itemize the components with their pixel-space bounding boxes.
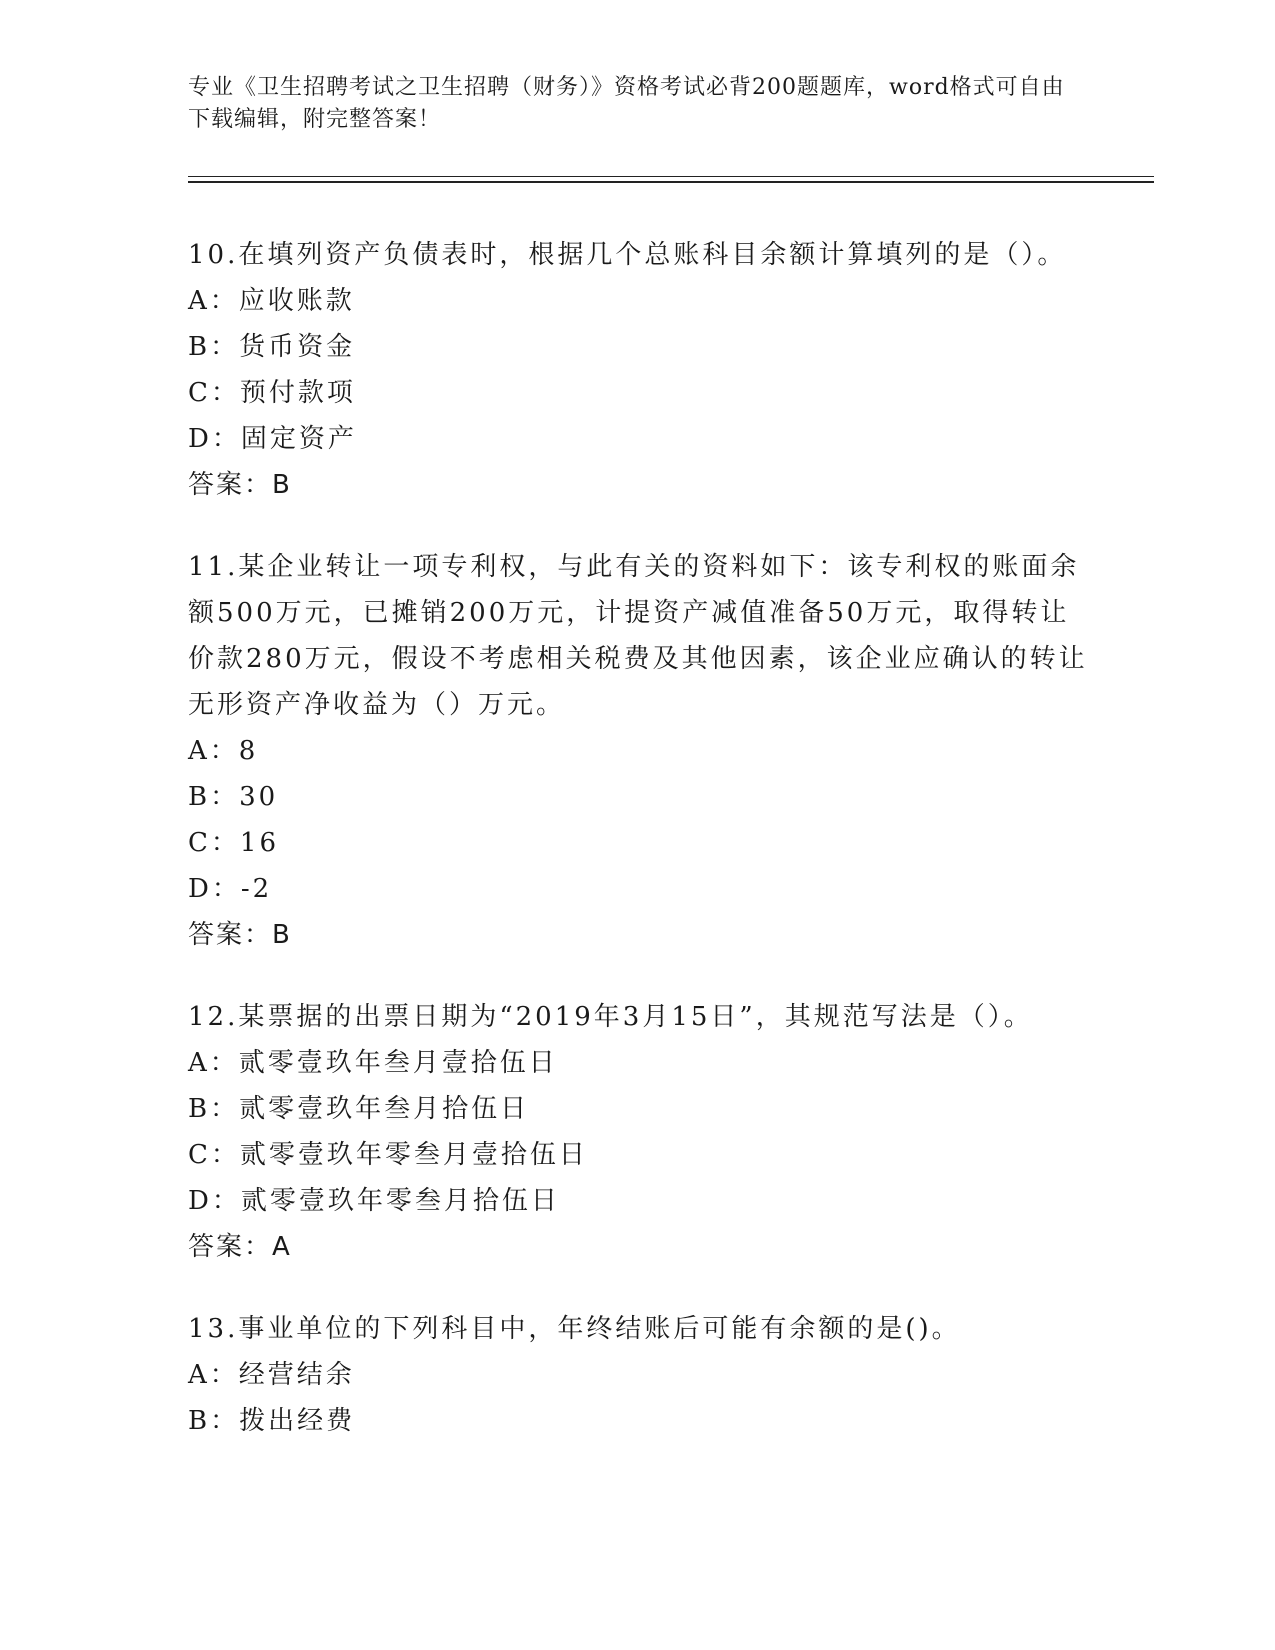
option-text: 贰零壹玖年零叁月拾伍日 xyxy=(240,1186,560,1216)
option-letter: A： xyxy=(188,286,239,316)
option-text: 贰零壹玖年叁月壹拾伍日 xyxy=(238,1048,558,1078)
option-text: 货币资金 xyxy=(239,332,356,362)
option-letter: A： xyxy=(188,1048,239,1078)
option-text: 预付款项 xyxy=(239,378,356,408)
option-text: 16 xyxy=(239,828,279,858)
option-letter: D： xyxy=(188,874,241,904)
option-text: 贰零壹玖年叁月拾伍日 xyxy=(239,1094,530,1124)
option-c xyxy=(188,820,1088,866)
question-text: 12.某票据的出票日期为“2019年3月15日”，其规范写法是（）。 xyxy=(188,1002,1033,1032)
option-text: 30 xyxy=(239,782,279,812)
option-letter: C： xyxy=(188,828,240,858)
question-12 xyxy=(188,994,1088,1270)
option-letter: C： xyxy=(188,1140,240,1170)
option-text: 固定资产 xyxy=(240,424,357,454)
header-intro-text: 专业《卫生招聘考试之卫生招聘（财务）》资格考试必背200题题库，word格式可自由下载编辑，附完整答案！ xyxy=(188,75,1065,132)
option-text: 应收账款 xyxy=(238,286,355,316)
option-a xyxy=(188,1352,1088,1398)
option-b xyxy=(188,324,1088,370)
option-text: 贰零壹玖年零叁月壹拾伍日 xyxy=(239,1140,588,1170)
option-a xyxy=(188,1040,1088,1086)
option-b xyxy=(188,774,1088,820)
option-letter: A： xyxy=(188,736,239,766)
option-letter: B： xyxy=(188,782,240,812)
question-10 xyxy=(188,232,1088,508)
document-header xyxy=(188,72,1068,136)
question-11 xyxy=(188,544,1088,958)
question-13 xyxy=(188,1306,1088,1444)
option-letter: D： xyxy=(188,1186,241,1216)
option-text: 拨出经费 xyxy=(239,1406,356,1436)
option-letter: A： xyxy=(188,1360,239,1390)
option-text: 8 xyxy=(238,736,259,766)
option-a xyxy=(188,278,1088,324)
option-text: 经营结余 xyxy=(238,1360,355,1390)
option-d xyxy=(188,866,1088,912)
option-d xyxy=(188,416,1088,462)
option-a xyxy=(188,728,1088,774)
option-c xyxy=(188,370,1088,416)
answer-line: 答案：B xyxy=(188,920,292,950)
question-text: 10.在填列资产负债表时，根据几个总账科目余额计算填列的是（）。 xyxy=(188,240,1067,270)
header-divider-thin xyxy=(188,176,1154,177)
option-letter: B： xyxy=(188,332,240,362)
option-letter: D： xyxy=(188,424,241,454)
option-d xyxy=(188,1178,1088,1224)
question-list xyxy=(188,232,1088,1480)
header-divider-thick xyxy=(188,181,1154,183)
option-b xyxy=(188,1086,1088,1132)
option-text: -2 xyxy=(240,874,273,904)
question-text: 13.事业单位的下列科目中，年终结账后可能有余额的是()。 xyxy=(188,1314,961,1344)
question-text: 11.某企业转让一项专利权，与此有关的资料如下：该专利权的账面余额500万元，已摊销200万元，计提资产减值准备50万元，取得转让价款280万元，假设不考虑相关税费及其他因素，该企业应确认的转让无形资产净收益为（）万元。 xyxy=(188,552,1088,720)
answer-line: 答案：B xyxy=(188,470,292,500)
option-letter: C： xyxy=(188,378,240,408)
option-letter: B： xyxy=(188,1094,240,1124)
option-b xyxy=(188,1398,1088,1444)
option-c xyxy=(188,1132,1088,1178)
option-letter: B： xyxy=(188,1406,240,1436)
answer-line: 答案：A xyxy=(188,1232,292,1262)
